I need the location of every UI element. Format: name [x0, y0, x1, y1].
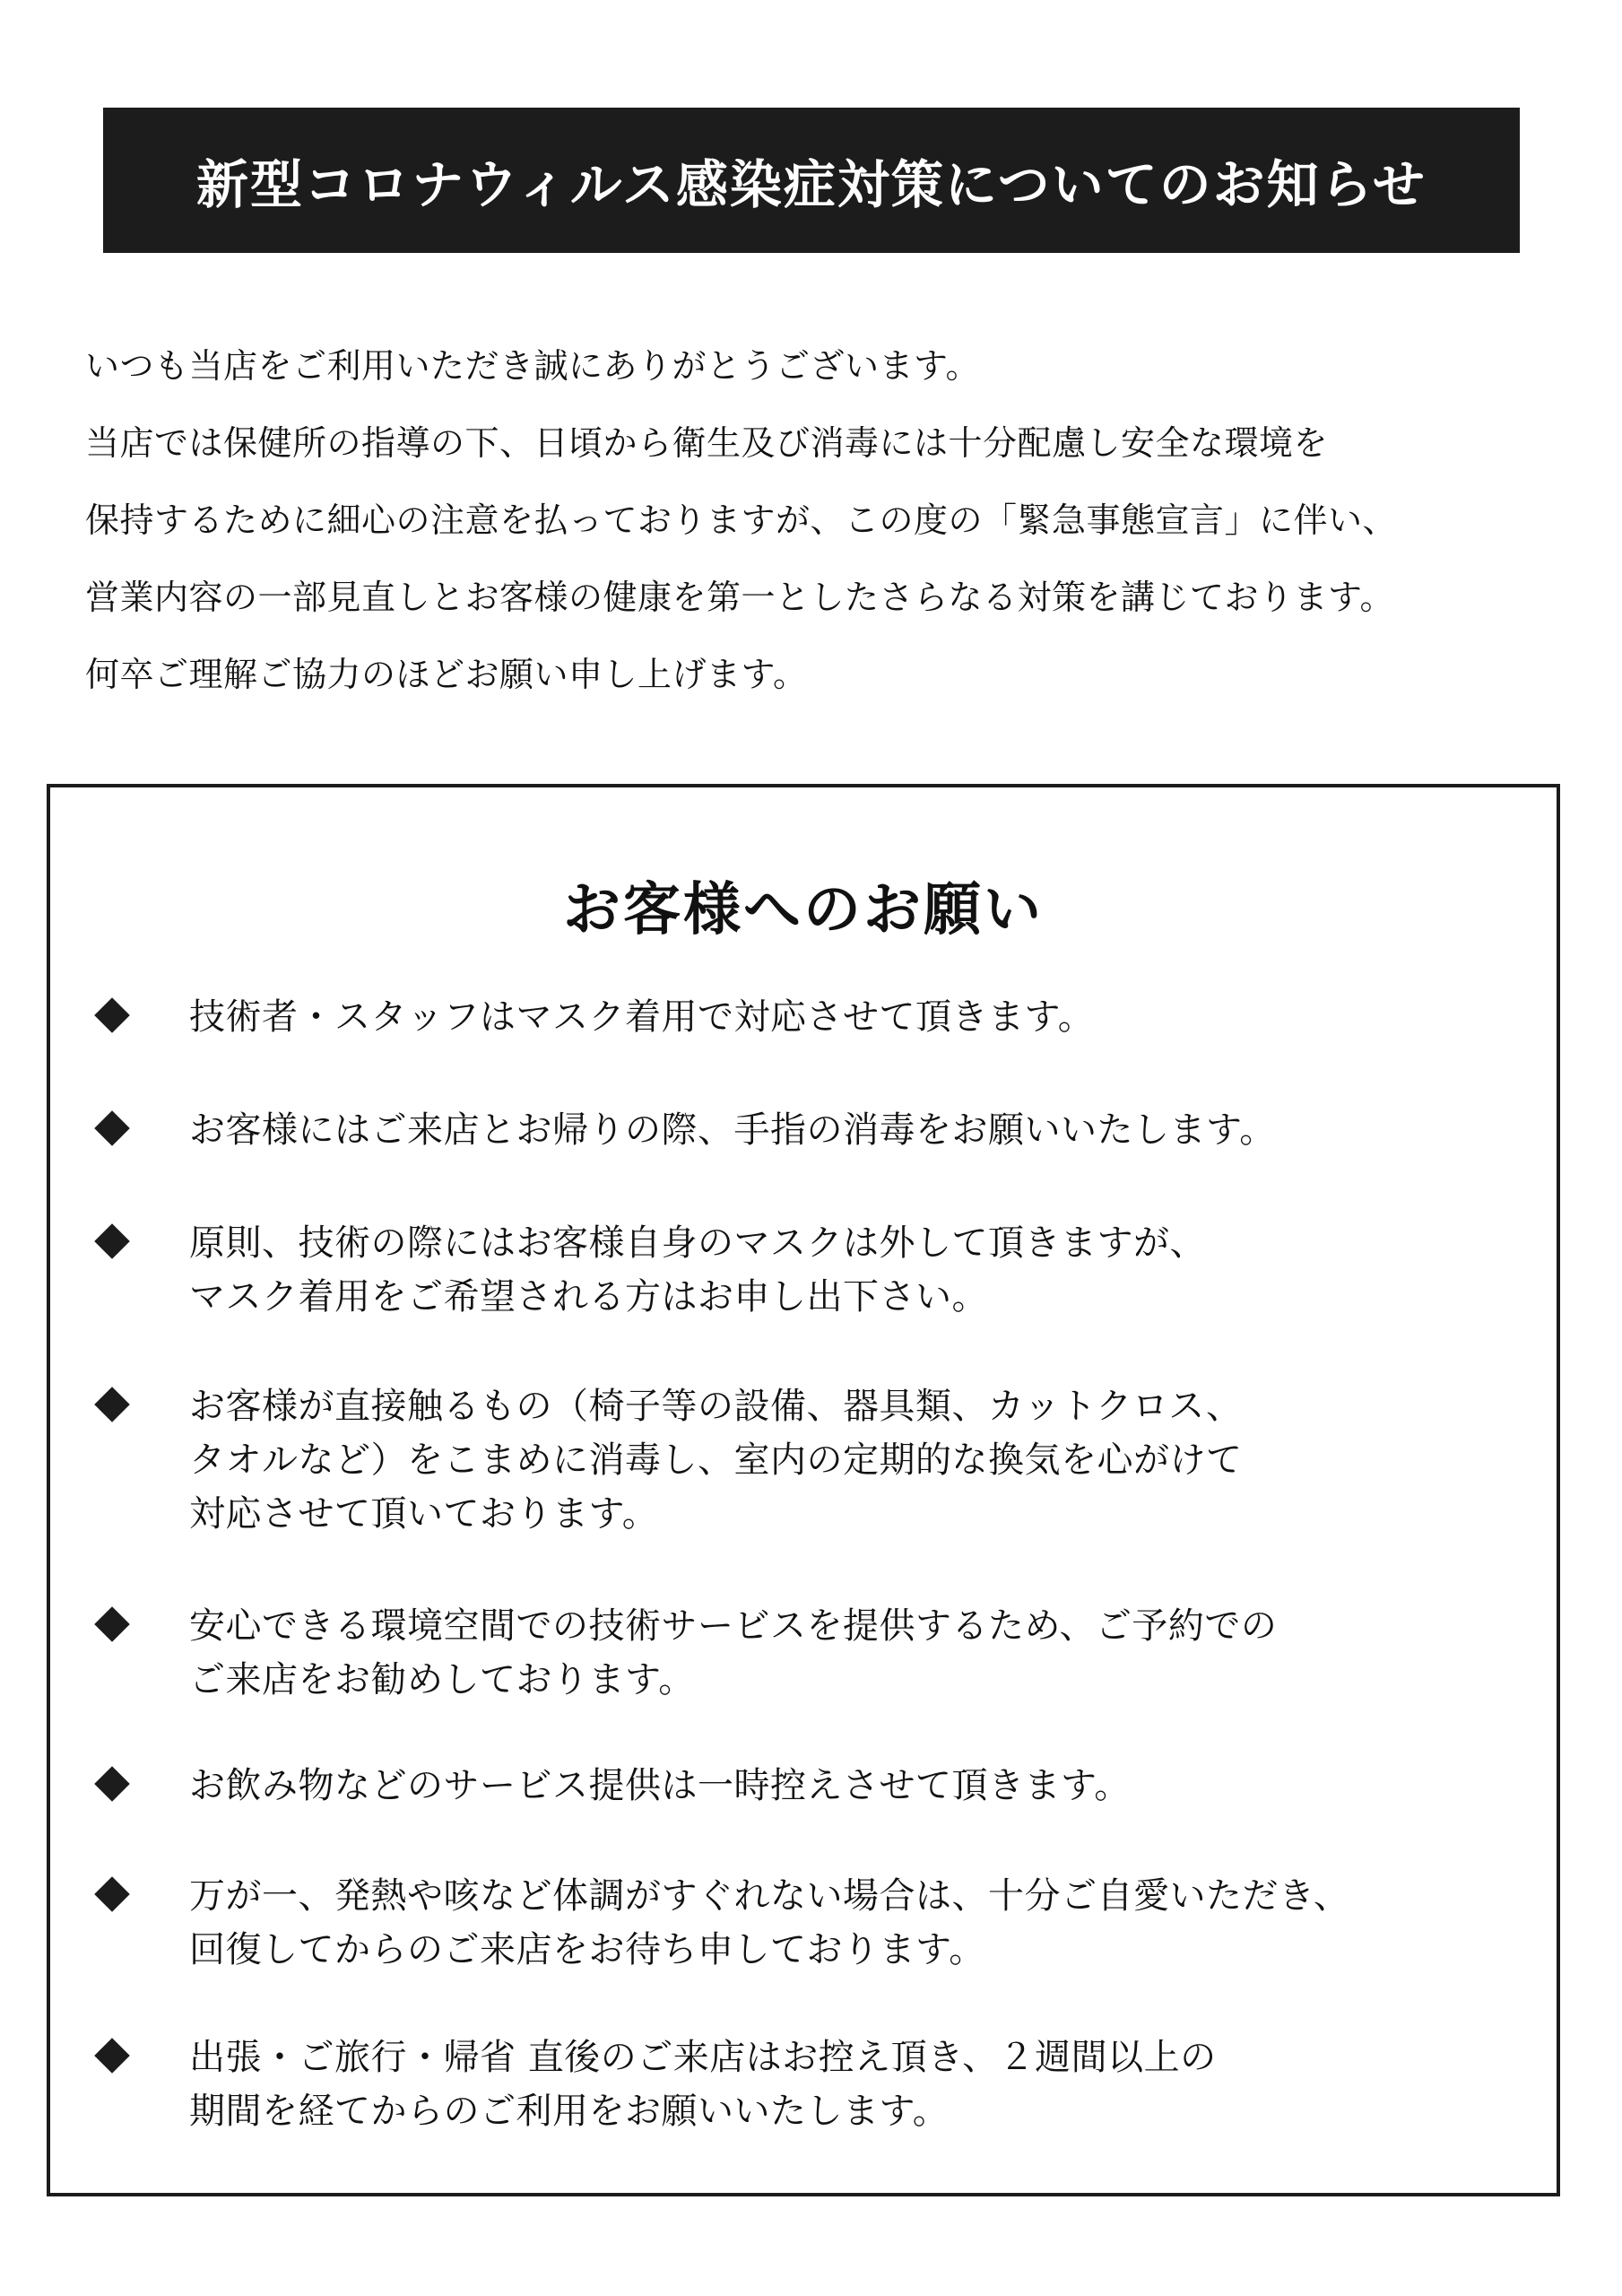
diamond-bullet-icon	[94, 1110, 130, 1146]
diamond-bullet-icon	[94, 2038, 130, 2074]
diamond-bullet-icon	[94, 1606, 130, 1642]
request-line: 出張・ご旅行・帰省 直後のご来店はお控え頂き、２週間以上の	[189, 2037, 1217, 2078]
request-item	[91, 1216, 1525, 1324]
notice-title: 新型コロナウィルス感染症対策についてのお知らせ	[196, 154, 1427, 215]
request-line: 原則、技術の際にはお客様自身のマスクは外して頂きますが、	[189, 1222, 1206, 1264]
diamond-bullet-icon	[94, 1387, 130, 1422]
request-line: 対応させて頂いております。	[189, 1493, 659, 1535]
request-text	[189, 1379, 1525, 1541]
intro-line: 営業内容の一部見直しとお客様の健康を第一としたさらなる対策を講じております。	[85, 578, 1394, 617]
request-line: 安心できる環境空間での技術サービスを提供するため、ご予約での	[189, 1605, 1278, 1647]
intro-paragraph	[85, 327, 1574, 713]
request-line: 技術者・スタッフはマスク着用で対応させて頂きます。	[189, 996, 1095, 1038]
title-banner	[103, 108, 1520, 253]
diamond-bullet-icon	[94, 997, 130, 1033]
request-line: タオルなど）をこまめに消毒し、室内の定期的な換気を心がけて	[189, 1439, 1243, 1481]
request-line: お飲み物などのサービス提供は一時控えさせて頂きます。	[189, 1765, 1131, 1806]
request-item	[91, 1379, 1525, 1541]
request-line: マスク着用をご希望される方はお申し出下さい。	[189, 1276, 988, 1318]
intro-line: 当店では保健所の指導の下、日頃から衛生及び消毒には十分配慮し安全な環境を	[85, 423, 1329, 463]
request-text	[189, 1759, 1525, 1813]
request-text	[189, 1216, 1525, 1324]
request-item	[91, 2031, 1525, 2138]
intro-line: いつも当店をご利用いただき誠にありがとうございます。	[85, 346, 980, 386]
request-item	[91, 1599, 1525, 1707]
request-line: 期間を経てからのご利用をお願いいたします。	[189, 2091, 950, 2132]
request-item	[91, 1103, 1525, 1157]
request-line: 万が一、発熱や咳など体調がすぐれない場合は、十分ご自愛いただき、	[189, 1875, 1350, 1917]
request-item	[91, 1869, 1525, 1977]
request-line: お客様が直接触るもの（椅子等の設備、器具類、カットクロス、	[189, 1386, 1243, 1427]
requests-heading: お客様へのお願い	[563, 876, 1044, 944]
request-text	[189, 2031, 1525, 2138]
request-item	[91, 990, 1525, 1044]
diamond-bullet-icon	[94, 1766, 130, 1802]
diamond-bullet-icon	[94, 1223, 130, 1259]
intro-line: 保持するために細心の注意を払っておりますが、この度の「緊急事態宣言」に伴い、	[85, 500, 1398, 540]
request-text	[189, 990, 1525, 1044]
diamond-bullet-icon	[94, 1876, 130, 1912]
intro-line: 何卒ご理解ご協力のほどお願い申し上げます。	[85, 655, 808, 694]
request-item	[91, 1759, 1525, 1813]
request-text	[189, 1599, 1525, 1707]
request-text	[189, 1103, 1525, 1157]
customer-requests-box	[47, 784, 1560, 2196]
request-line: ご来店をお勧めしております。	[189, 1659, 695, 1700]
request-line: 回復してからのご来店をお待ち申しております。	[189, 1929, 985, 1970]
request-text	[189, 1869, 1525, 1977]
request-line: お客様にはご来店とお帰りの際、手指の消毒をお願いいたします。	[189, 1109, 1276, 1151]
